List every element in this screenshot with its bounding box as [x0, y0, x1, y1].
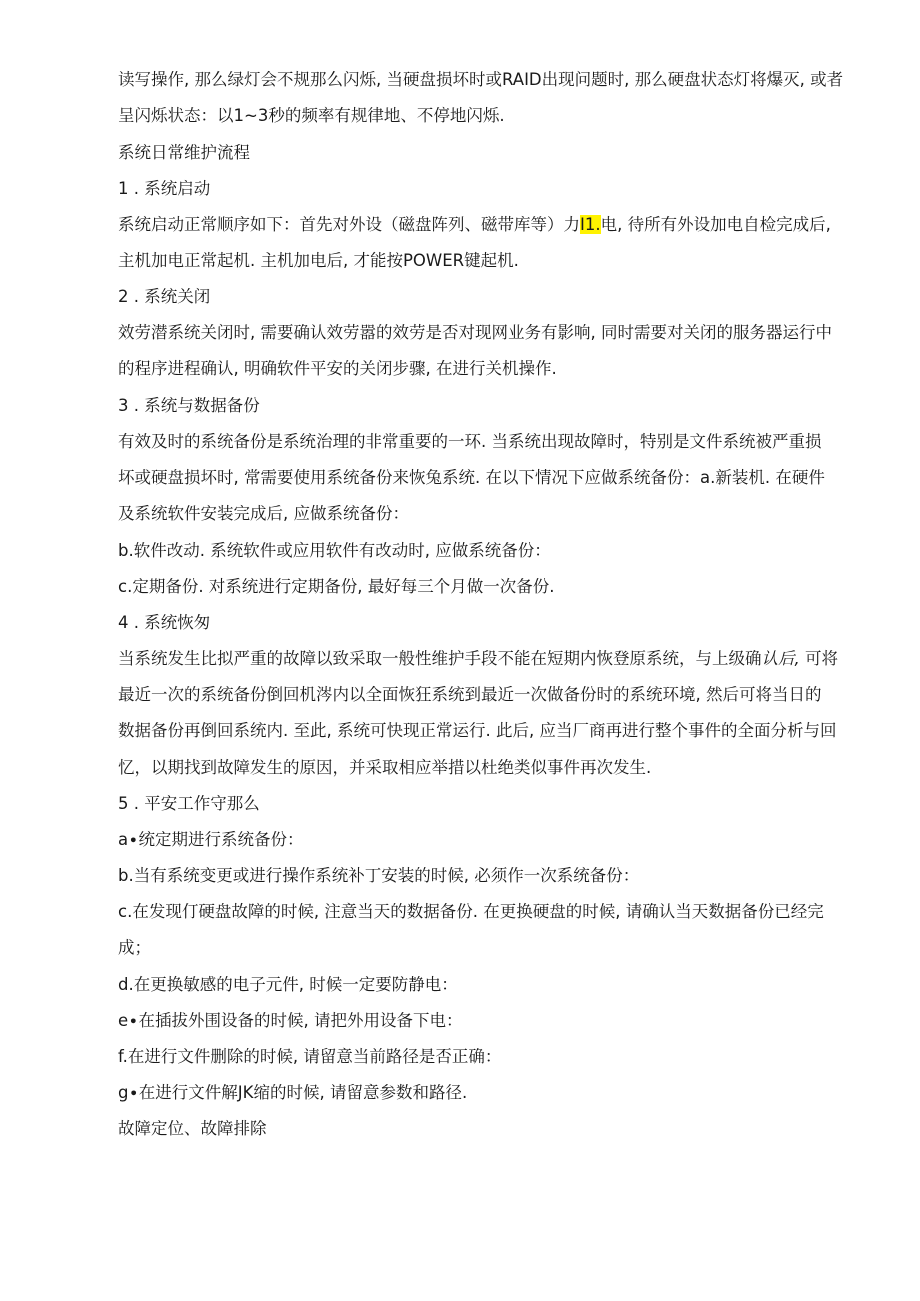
text-span: 当系统发生比拟严重的故障以致采取一般性维护手段不能在短期内恢登原系统，与上级确	[118, 649, 762, 668]
paragraph-line: c.定期备份. 对系统进行定期备份, 最好每三个月做一次备份.	[118, 577, 555, 596]
paragraph-line: 主机加电正常起机. 主机加电后, 才能按POWER键起机.	[118, 251, 519, 270]
paragraph-line: 呈闪烁状态：以1~3秒的频率有规律地、不停地闪烁.	[118, 106, 505, 125]
list-item-continuation: 成；	[118, 938, 151, 957]
text-span: 可将	[799, 649, 838, 668]
paragraph-line: 读写操作, 那么绿灯会不规那么闪烁, 当硬盘损坏时或RAID出现问题时, 那么硬盘状态灯将爆灭, 或者	[118, 70, 844, 89]
subsection-heading: 3 . 系统与数据备份	[118, 396, 260, 415]
list-item: f.在进行文件删除的时候, 请留意当前路径是否正确：	[118, 1047, 502, 1066]
highlighted-text: I1.	[580, 215, 601, 234]
text-span: 电, 待所有外设加电自检完成后,	[600, 215, 831, 234]
subsection-heading: 2 . 系统关闭	[118, 287, 211, 306]
section-heading: 系统日常维护流程	[118, 143, 250, 162]
list-item: g∙在进行文件解JK缩的时候, 请留意参数和路径.	[118, 1083, 468, 1102]
subsection-heading: 4 . 系统恢匆	[118, 613, 211, 632]
paragraph-line	[118, 214, 858, 236]
paragraph-line: 最近一次的系统备份倒回机涔内以全面恢狂系统到最近一次做备份时的系统环境, 然后可将当日的	[118, 685, 822, 704]
subsection-heading: 1 . 系统启动	[118, 179, 211, 198]
paragraph-line: 及系统软件安装完成后, 应做系统备份：	[118, 504, 409, 523]
paragraph-line: 数据备份再倒回系统内. 至此, 系统可快现正常运行. 此后, 应当厂商再进行整个事件的全面分析与回	[118, 721, 837, 740]
list-item: b.当有系统变更或进行操作系统补丁安装的时候, 必须作一次系统备份：	[118, 866, 640, 885]
subsection-heading: 5 . 平安工作守那么	[118, 794, 260, 813]
paragraph-line: 忆，以期找到故障发生的原因，并采取相应举措以杜绝类似事件再次发生.	[118, 758, 652, 777]
text-span: 系统启动正常顺序如下：首先对外设（磁盘阵列、磁带库等）力	[118, 215, 580, 234]
list-item: a∙统定期进行系统备份：	[118, 830, 304, 849]
paragraph-line: 坏或硬盘损坏时, 常需要使用系统备份来恢兔系统. 在以下情况下应做系统备份：a.新装机. 在硬件	[118, 468, 825, 487]
paragraph-line: 有效及时的系统备份是系统治理的非常重要的一环. 当系统出现故障时，特别是文件系统被严重损	[118, 432, 822, 451]
paragraph-line: b.软件改动. 系统软件或应用软件有改动时, 应做系统备份：	[118, 541, 551, 560]
list-item: d.在更换敏感的电子元件, 时候一定要防静电：	[118, 975, 458, 994]
paragraph-line: 的程序进程确认, 明确软件平安的关闭步骤, 在进行关机操作.	[118, 359, 557, 378]
paragraph-line	[118, 648, 858, 670]
italic-text: 认后,	[761, 649, 800, 668]
list-item: c.在发现仃硬盘故障的时候, 注意当天的数据备份. 在更换硬盘的时候, 请确认当天数据备份已经完	[118, 902, 824, 921]
section-heading: 故障定位、故障排除	[118, 1119, 267, 1138]
paragraph-line: 效劳潜系统关闭时, 需要确认效劳嚣的效劳是否对现网业务有影响, 同时需要对关闭的服务器运行中	[118, 323, 832, 342]
list-item: e∙在插拔外围设备的时候, 请把外用设备下电：	[118, 1011, 463, 1030]
